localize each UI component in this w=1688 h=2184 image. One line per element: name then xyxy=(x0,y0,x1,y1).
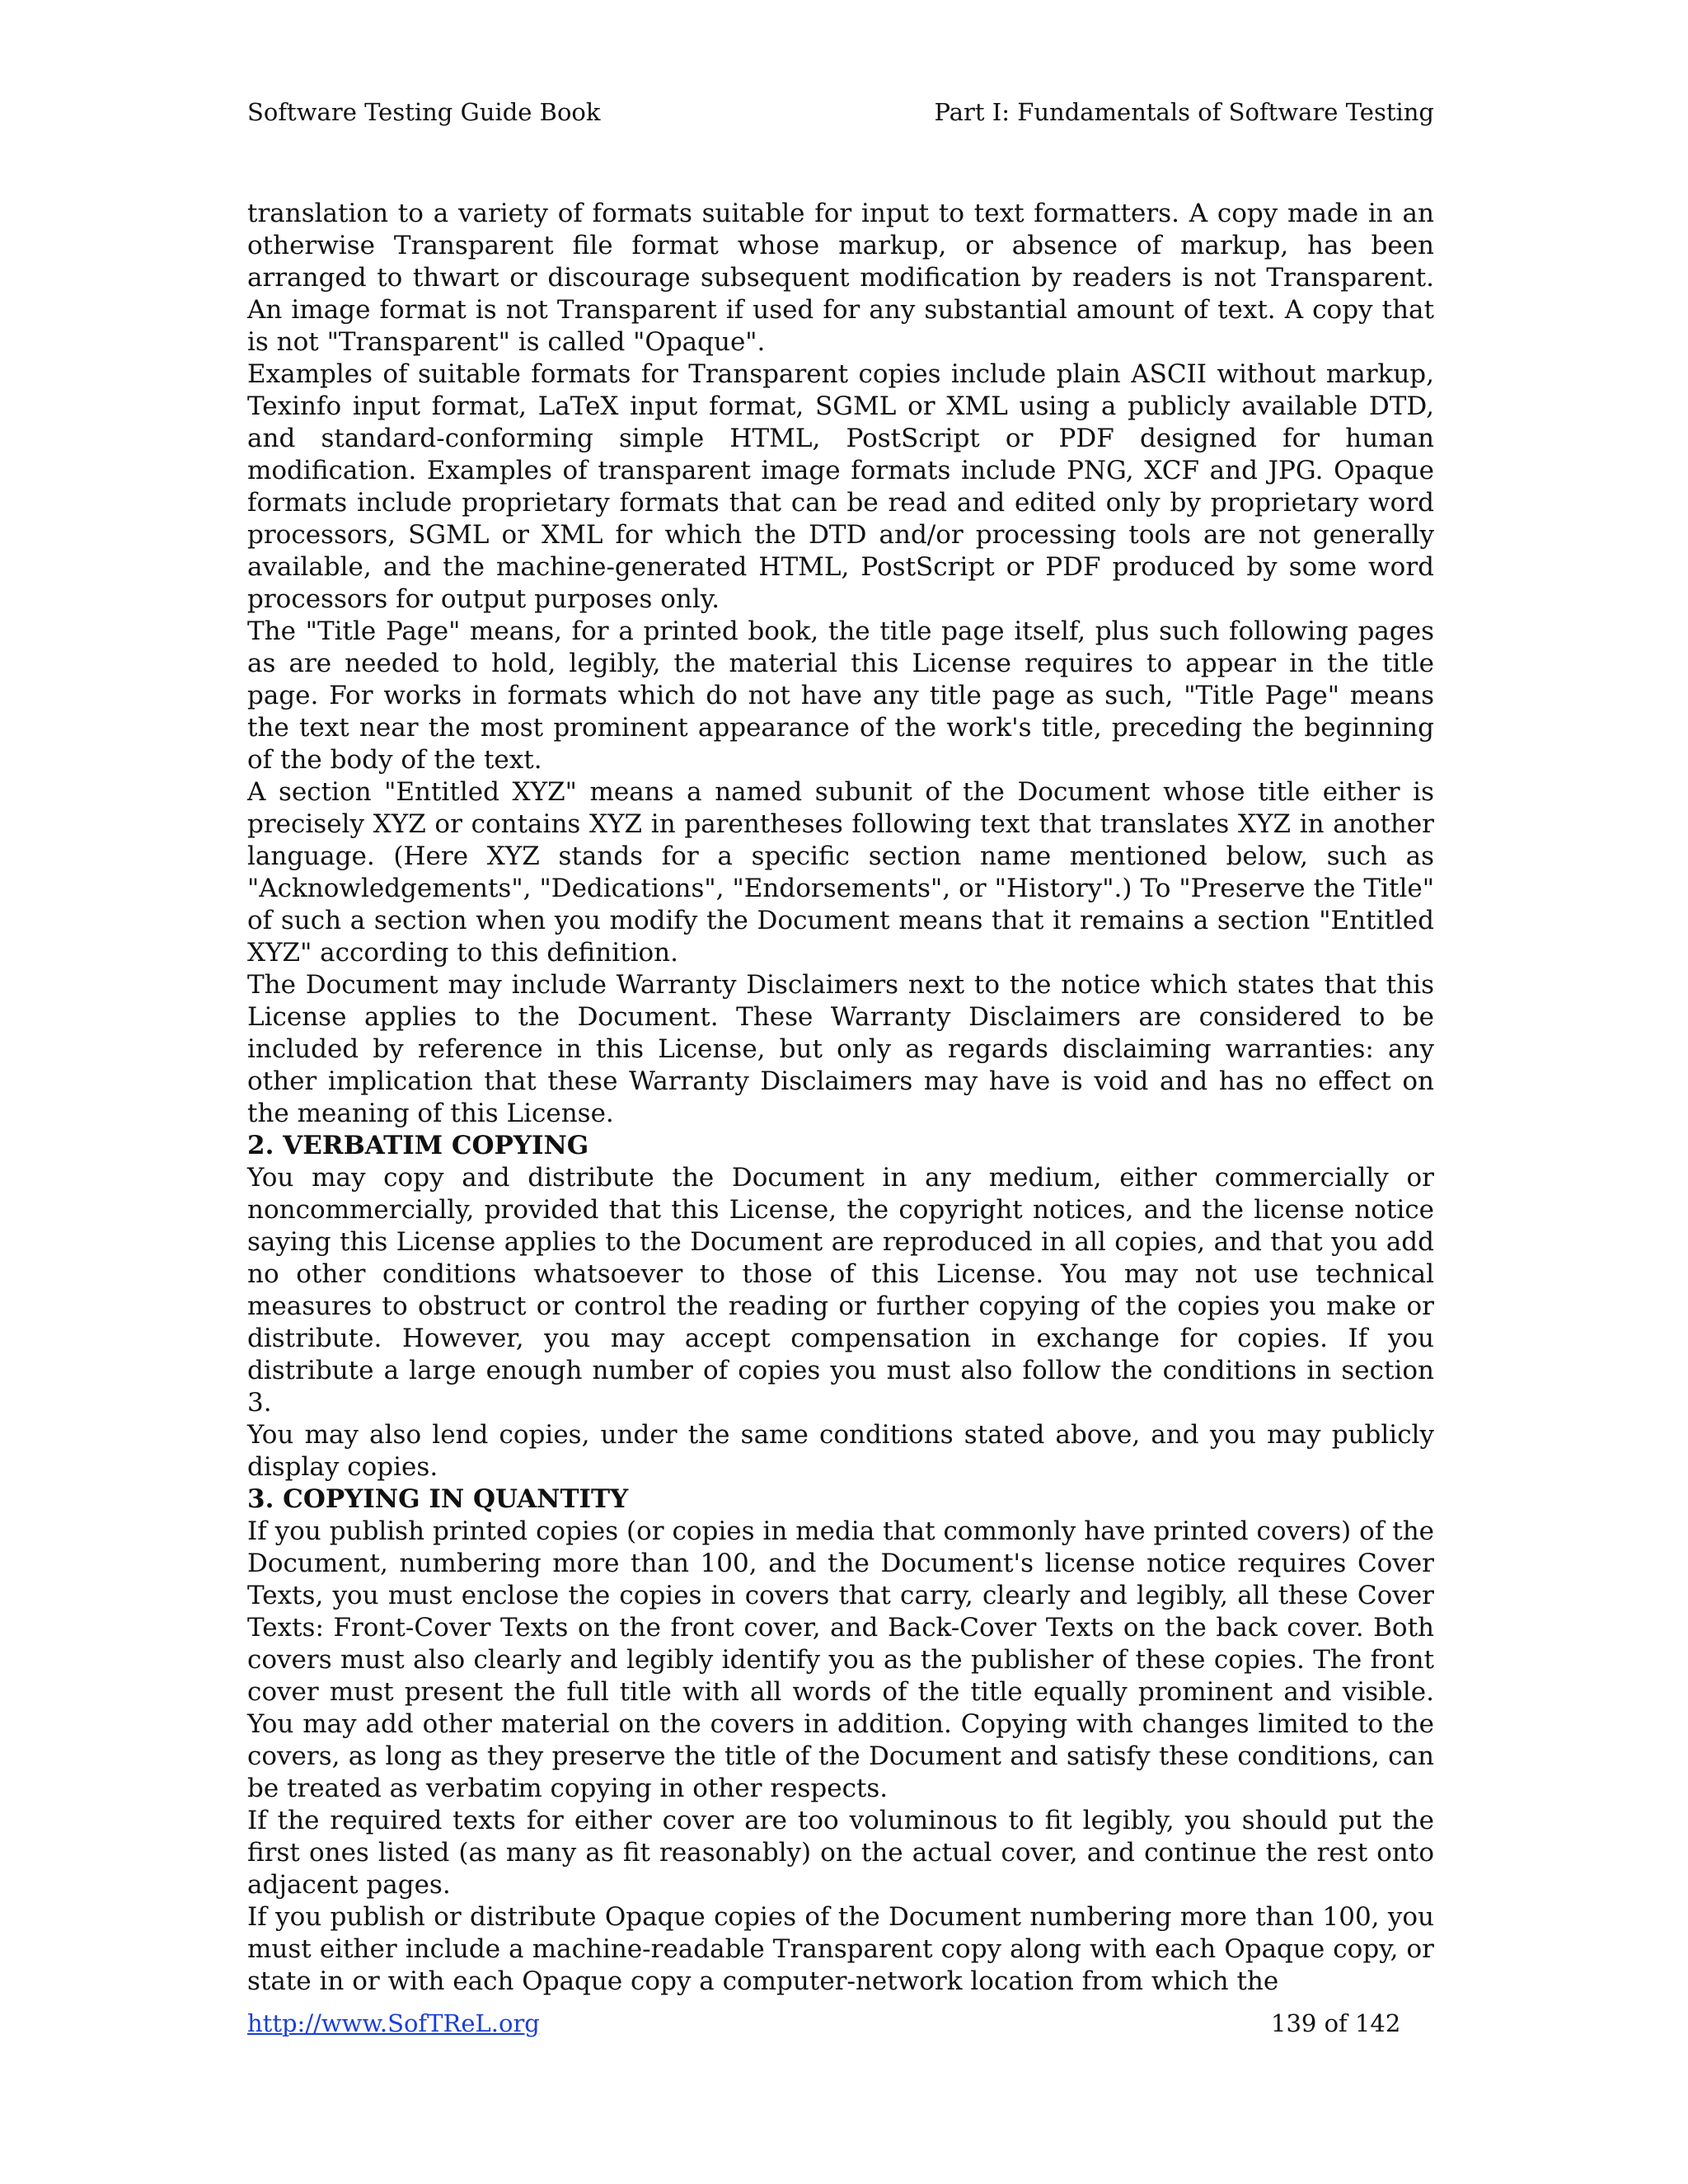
part-title: Part I: Fundamentals of Software Testing xyxy=(934,98,1434,126)
paragraph-format-examples: Examples of suitable formats for Transparent copies include plain ASCII without markup, Texinfo input format, LaTeX input format, SGML or XML using a publicly available DTD, and standard-conforming simple HTML, PostScript or PDF designed for human modification. Examples of transparent image formats include PNG, XCF and JPG. Opaque formats include proprietary formats that can be read and edited only by proprietary word processors, SGML or XML for which the DTD and/or processing tools are not generally available, and the machine-generated HTML, PostScript or PDF produced by some word processors for output purposes only. xyxy=(247,359,1434,614)
paragraph-warranty-disclaimers: The Document may include Warranty Disclaimers next to the notice which states that this License applies to the Document. These Warranty Disclaimers are considered to be included by reference in this License, but only as regards disclaiming warranties: any other implication that these Warranty Disclaimers may have is void and has no effect on the meaning of this License. xyxy=(247,970,1434,1128)
book-title: Software Testing Guide Book xyxy=(247,98,601,126)
paragraph-printed-copies: If you publish printed copies (or copies in media that commonly have printed covers) of the Document, numbering more than 100, and the Document's license notice requires Cover Texts, you must enclose the copies in covers that carry, clearly and legibly, all these Cover Texts: Front-Cover Texts on the front cover, and Back-Cover Texts on the back cover. Both covers must also clearly and legibly identify you as the publisher of these copies. The front cover must present the full title with all words of the title equally prominent and visible. You may add other material on the covers in addition. Copying with changes limited to the covers, as long as they preserve the title of the Document and satisfy these conditions, can be treated as verbatim copying in other respects. xyxy=(247,1516,1434,1803)
paragraph-entitled-xyz: A section "Entitled XYZ" means a named subunit of the Document whose title either is precisely XYZ or contains XYZ in parentheses following text that translates XYZ in another language. (Here XYZ stands for a specific section name mentioned below, such as "Acknowledgements", "Dedications", "Endorsements", or "History".) To "Preserve the Title" of such a section when you modify the Document means that it remains a section "Entitled XYZ" according to this definition. xyxy=(247,777,1434,968)
paragraph-voluminous-texts: If the required texts for either cover are too voluminous to fit legibly, you should put the first ones listed (as many as fit reasonably) on the actual cover, and continue the rest onto adjacent pages. xyxy=(247,1806,1434,1900)
paragraph-title-page: The "Title Page" means, for a printed book, the title page itself, plus such following pages as are needed to hold, legibly, the material this License requires to appear in the title page. For works in formats which do not have any title page as such, "Title Page" means the text near the most prominent appearance of the work's title, preceding the beginning of the body of the text. xyxy=(247,616,1434,775)
section-heading-verbatim-copying: 2. VERBATIM COPYING xyxy=(247,1131,589,1160)
paragraph-verbatim-copying: You may copy and distribute the Document in any medium, either commercially or noncommercially, provided that this License, the copyright notices, and the license notice saying this License applies to the Document are reproduced in all copies, and that you add no other conditions whatsoever to those of this License. You may not use technical measures to obstruct or control the reading or further copying of the copies you make or distribute. However, you may accept compensation in exchange for copies. If you distribute a large enough number of copies you must also follow the conditions in section 3. xyxy=(247,1163,1434,1418)
paragraph-opaque-copies: If you publish or distribute Opaque copies of the Document numbering more than 100, you must either include a machine-readable Transparent copy along with each Opaque copy, or state in or with each Opaque copy a computer-network location from which the xyxy=(247,1902,1434,1996)
paragraph-transparent-definition: translation to a variety of formats suitable for input to text formatters. A copy made in an otherwise Transparent file format whose markup, or absence of markup, has been arranged to thwart or discourage subsequent modification by readers is not Transparent. An image format is not Transparent if used for any substantial amount of text. A copy that is not "Transparent" is called "Opaque". xyxy=(247,199,1434,357)
paragraph-lend-copies: You may also lend copies, under the same conditions stated above, and you may publicly display copies. xyxy=(247,1420,1434,1482)
page-body xyxy=(247,198,1434,1998)
website-link[interactable]: http://www.SofTReL.org xyxy=(247,2009,540,2037)
section-heading-copying-in-quantity: 3. COPYING IN QUANTITY xyxy=(247,1484,629,1514)
page-number: 139 of 142 xyxy=(1271,2009,1401,2037)
